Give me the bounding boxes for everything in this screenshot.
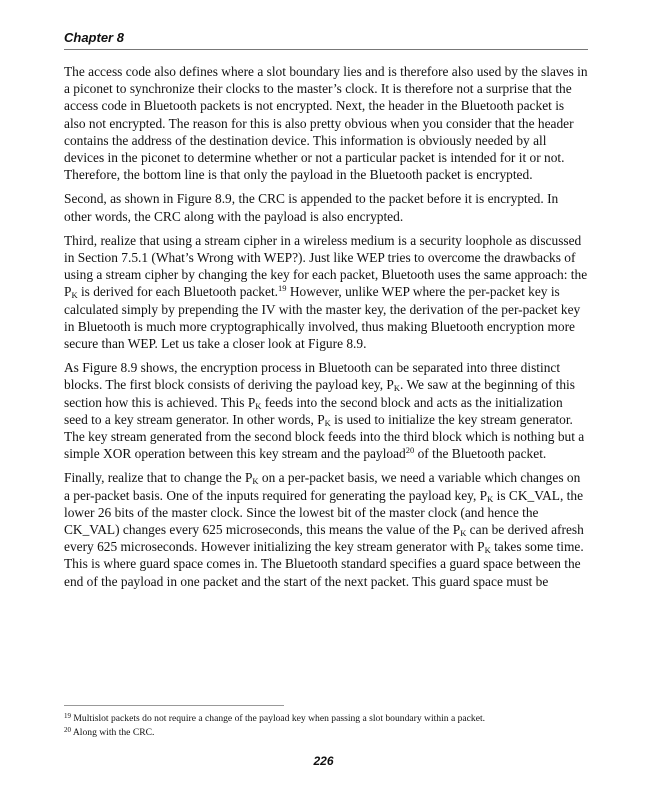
footnote-text: Multislot packets do not require a change of the payload key when passing a slot boundary within a packet. — [73, 713, 486, 724]
footnote-rule — [64, 705, 284, 706]
footnote-number: 20 — [64, 726, 71, 734]
footnote-ref-19: 19 — [278, 283, 287, 294]
chapter-header: Chapter 8 — [64, 30, 124, 45]
paragraph-3-text-b: is derived for each Bluetooth packet. — [77, 284, 279, 300]
paragraph-4-text-e: of the Bluetooth packet. — [414, 446, 547, 462]
pk-subscript: K — [252, 476, 259, 487]
paragraph-1-text: The access code also defines where a slot boundary lies and is therefore also used by the slaves in a piconet to synchronize their clocks to the master’s clock. It is therefore not a surprise that the access code in Bluetooth packets is not encrypted. Next, the header in the Bluetooth packet is also not encrypted. The reason for this is also pretty obvious when you consider that the header contains the address of the destination device. This information is obviously needed by all devices in the piconet to determine whether or not a particular packet is intended for it or not. Therefore, the bottom line is that only the payload in the Bluetooth packet is encrypted. — [64, 64, 588, 183]
paragraph-5 — [64, 469, 588, 589]
footnote-ref-20: 20 — [405, 445, 415, 456]
paragraph-5-text-d: can be derived afresh every 625 microseconds. However initializing the key stream generator with P — [64, 522, 584, 555]
paragraph-3-text-a: Third, realize that using a stream cipher in a wireless medium is a security loophole as discussed in Section 7.5.1 (What’s Wrong with WEP?). Just like WEP tries to overcome the drawbacks of using a stream cipher by changing the key for each packet, Bluetooth uses the same approach: the P — [64, 232, 588, 300]
pk-subscript: K — [487, 493, 494, 504]
paragraph-5-text-c: is CK_VAL, the lower 26 bits of the master clock. Since the lowest bit of the master clock (and hence the CK_VAL) changes every 625 microseconds, this means the value of the P — [64, 487, 584, 538]
paragraph-2-text: Second, as shown in Figure 8.9, the CRC is appended to the packet before it is encrypted. In other words, the CRC along with the payload is also encrypted. — [64, 191, 559, 224]
paragraph-5-text-b: on a per-packet basis, we need a variable which changes on a per-packet basis. One of the inputs required for generating the payload key, P — [64, 470, 581, 503]
pk-subscript: K — [71, 290, 78, 301]
paragraph-4-text-b: . We saw at the beginning of this section how this is achieved. This P — [64, 377, 575, 410]
footnote-20 — [64, 726, 604, 740]
paragraph-5-text-e: takes some time. This is where guard space comes in. The Bluetooth standard specifies a guard space between the end of the payload in one packet and the start of the next packet. This guard space must be — [64, 539, 584, 589]
pk-subscript: K — [255, 400, 262, 411]
pk-subscript: K — [484, 545, 491, 556]
footnote-number: 19 — [64, 712, 71, 720]
paragraph-4-text-d: is used to initialize the key stream generator. The key stream generated from the second block feeds into the third block which is nothing but a simple XOR operation between this key stream and the payload — [64, 411, 585, 462]
paragraph-4-text-c: feeds into the second block and acts as the initialization seed to a key stream generator. In other words, P — [64, 394, 563, 427]
paragraph-3-text-c: However, unlike WEP where the per-packet key is calculated simply by prepending the IV with the master key, the derivation of the per-packet key in Bluetooth is much more cryptographically involved, thus making Bluetooth encryption more secure than WEP. Let us take a closer look at Figure 8.9. — [64, 284, 581, 352]
pk-subscript: K — [324, 417, 331, 428]
paragraph-2 — [64, 190, 588, 224]
paragraph-1 — [64, 63, 588, 183]
paragraph-3 — [64, 232, 588, 352]
footnotes — [64, 712, 604, 740]
header-rule — [64, 49, 588, 50]
paragraph-5-text-a: Finally, realize that to change the P — [64, 470, 253, 486]
page-number: 226 — [313, 754, 334, 768]
paragraph-4-text-a: As Figure 8.9 shows, the encryption process in Bluetooth can be separated into three distinct blocks. The first block consists of deriving the payload key, P — [64, 360, 561, 393]
body-text — [64, 63, 588, 597]
footnote-text: Along with the CRC. — [72, 727, 155, 738]
pk-subscript: K — [460, 528, 467, 539]
pk-subscript: K — [393, 383, 401, 394]
footnote-19 — [64, 712, 604, 726]
paragraph-4 — [64, 359, 588, 462]
